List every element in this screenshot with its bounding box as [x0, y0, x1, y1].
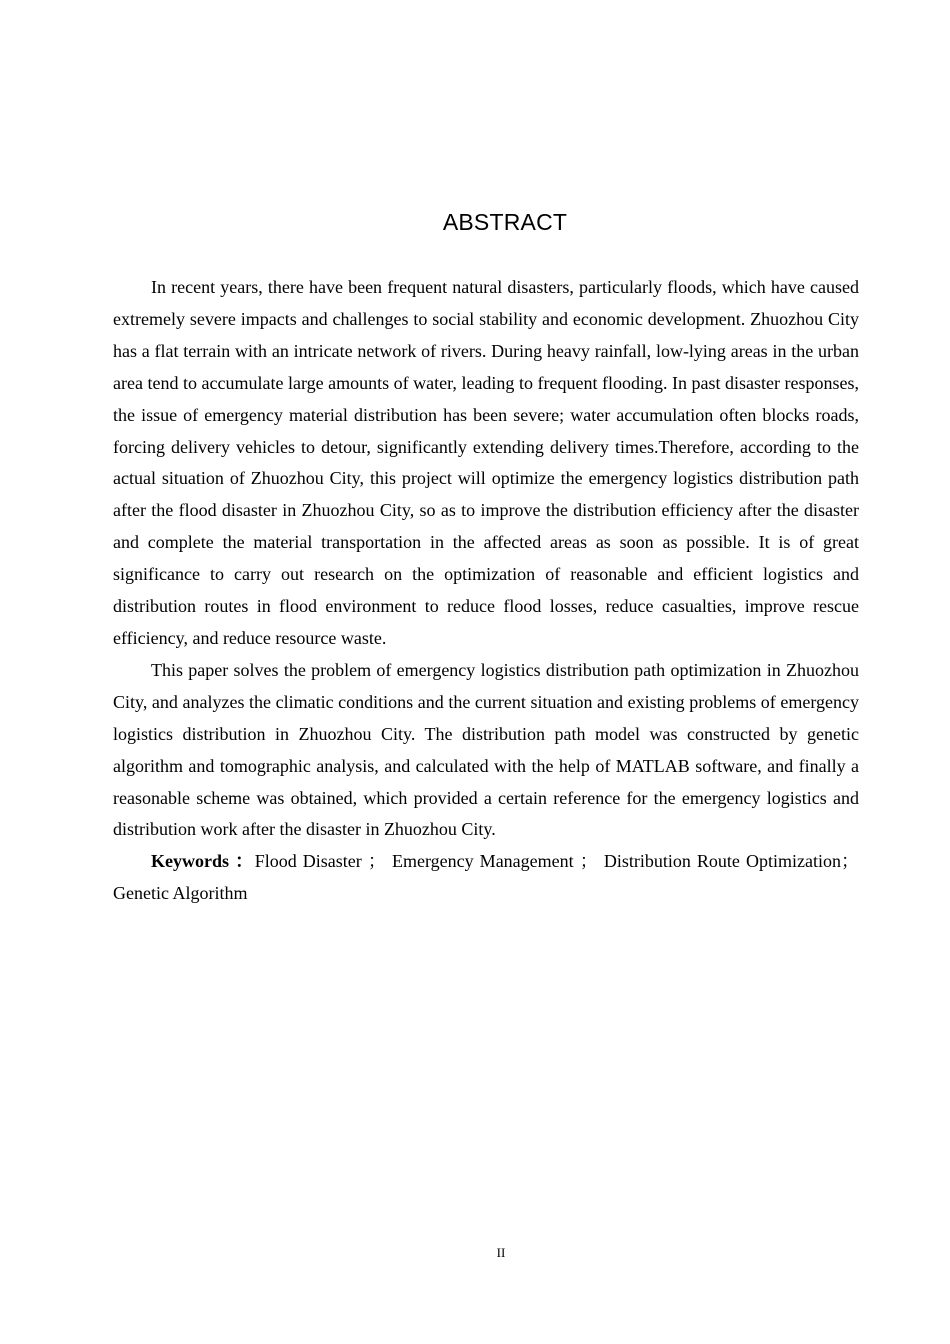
abstract-paragraph-1: In recent years, there have been frequent natural disasters, particularly floods, which have caused extremely severe impacts and challenges to social stability and economic development. Zhuozhou City has a flat terrain with an intricate network of rivers. During heavy rainfall, low-lying areas in the urban area tend to accumulate large amounts of water, leading to frequent flooding. In past disaster responses, the issue of emergency material distribution has been severe; water accumulation often blocks roads, forcing delivery vehicles to detour, significantly extending delivery times.Therefore, according to the actual situation of Zhuozhou City, this project will optimize the emergency logistics distribution path after the flood disaster in Zhuozhou City, so as to improve the distribution efficiency after the disaster and complete the material transportation in the affected areas as soon as possible. It is of great significance to carry out research on the optimization of reasonable and efficient logistics and distribution routes in flood environment to reduce flood losses, reduce casualties, improve rescue efficiency, and reduce resource waste. [113, 277, 859, 648]
keywords-list: Flood Disaster ； Emergency Management ； Distribution Route Optimization； Genetic Algorithm [113, 851, 859, 904]
page-number: II [496, 1245, 506, 1260]
keywords-line [113, 846, 859, 910]
keywords-label: Keywords ： [151, 851, 255, 872]
keywords-section [113, 846, 859, 910]
abstract-body [113, 272, 859, 910]
abstract-title: ABSTRACT [442, 209, 568, 235]
abstract-paragraph-2: This paper solves the problem of emergency logistics distribution path optimization in Zhuozhou City, and analyzes the climatic conditions and the current situation and existing problems of emergency logistics distribution in Zhuozhou City. The distribution path model was constructed by genetic algorithm and tomographic analysis, and calculated with the help of MATLAB software, and finally a reasonable scheme was obtained, which provided a certain reference for the emergency logistics and distribution work after the disaster in Zhuozhou City. [113, 659, 859, 840]
